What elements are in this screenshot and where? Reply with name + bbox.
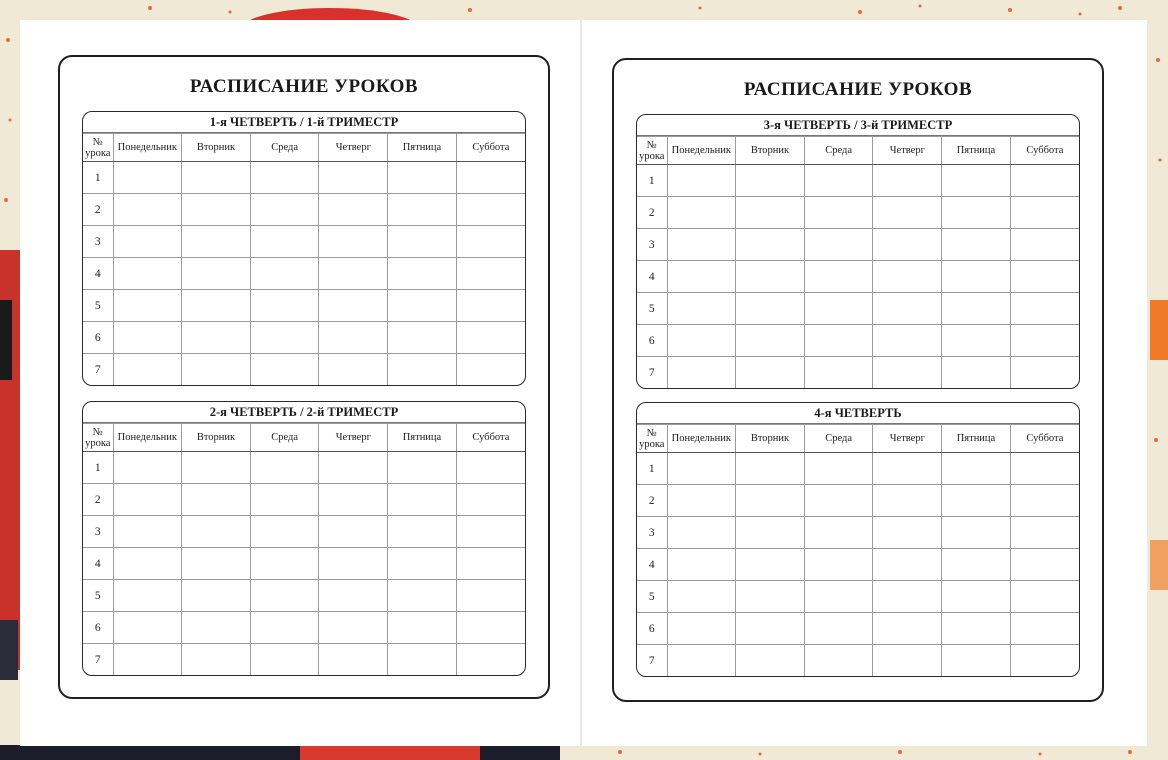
lesson-cell[interactable] [873, 165, 942, 197]
table-row [83, 612, 525, 644]
table-row [637, 325, 1079, 357]
day-header: Вторник [182, 134, 251, 162]
table-row [637, 165, 1079, 197]
lesson-cell[interactable] [113, 322, 182, 354]
lesson-number-header-word: урока [639, 150, 665, 162]
lesson-cell[interactable] [456, 226, 525, 258]
lesson-cell[interactable] [113, 548, 182, 580]
lesson-cell[interactable] [873, 645, 942, 677]
lesson-cell[interactable] [182, 612, 251, 644]
schedule-table [83, 133, 525, 385]
lesson-number: 4 [637, 261, 667, 293]
lesson-cell[interactable] [319, 258, 388, 290]
lesson-cell[interactable] [667, 293, 736, 325]
lesson-number: 5 [637, 293, 667, 325]
lesson-cell[interactable] [942, 485, 1011, 517]
lesson-cell[interactable] [456, 644, 525, 676]
lesson-cell[interactable] [667, 357, 736, 389]
table-row [637, 197, 1079, 229]
day-header: Четверг [873, 425, 942, 453]
lesson-number: 6 [83, 322, 113, 354]
lesson-number-header [637, 425, 667, 453]
lesson-cell[interactable] [456, 322, 525, 354]
lesson-cell[interactable] [804, 357, 873, 389]
lesson-cell[interactable] [113, 612, 182, 644]
table-row [83, 290, 525, 322]
lesson-cell[interactable] [873, 453, 942, 485]
lesson-cell[interactable] [182, 484, 251, 516]
lesson-cell[interactable] [804, 165, 873, 197]
lesson-cell[interactable] [388, 548, 457, 580]
lesson-cell[interactable] [319, 580, 388, 612]
lesson-cell[interactable] [456, 612, 525, 644]
lesson-cell[interactable] [873, 549, 942, 581]
schedule-title: 2-я ЧЕТВЕРТЬ / 2-й ТРИМЕСТР [83, 402, 525, 423]
lesson-cell[interactable] [456, 516, 525, 548]
lesson-number: 2 [83, 194, 113, 226]
table-row [83, 516, 525, 548]
table-row [637, 517, 1079, 549]
table-row [83, 162, 525, 194]
lesson-cell[interactable] [182, 226, 251, 258]
lesson-cell[interactable] [319, 548, 388, 580]
lesson-cell[interactable] [942, 325, 1011, 357]
lesson-cell[interactable] [1010, 517, 1079, 549]
lesson-cell[interactable] [667, 517, 736, 549]
lesson-cell[interactable] [873, 261, 942, 293]
lesson-cell[interactable] [250, 290, 319, 322]
lesson-cell[interactable] [113, 258, 182, 290]
lesson-cell[interactable] [250, 644, 319, 676]
lesson-cell[interactable] [250, 484, 319, 516]
lesson-cell[interactable] [319, 322, 388, 354]
lesson-cell[interactable] [319, 612, 388, 644]
lesson-cell[interactable] [250, 322, 319, 354]
lesson-cell[interactable] [942, 197, 1011, 229]
lesson-cell[interactable] [667, 485, 736, 517]
lesson-cell[interactable] [804, 581, 873, 613]
lesson-cell[interactable] [1010, 325, 1079, 357]
header-row [83, 424, 525, 452]
lesson-cell[interactable] [250, 194, 319, 226]
lesson-cell[interactable] [182, 580, 251, 612]
lesson-cell[interactable] [319, 452, 388, 484]
lesson-number: 2 [637, 197, 667, 229]
left-schedule-frame [58, 55, 550, 699]
table-row [637, 645, 1079, 677]
lesson-cell[interactable] [250, 162, 319, 194]
schedule-title: 4-я ЧЕТВЕРТЬ [637, 403, 1079, 424]
lesson-cell[interactable] [319, 516, 388, 548]
day-header: Понедельник [667, 137, 736, 165]
page-gutter [580, 20, 582, 746]
lesson-cell[interactable] [456, 354, 525, 386]
lesson-cell[interactable] [804, 549, 873, 581]
lesson-cell[interactable] [804, 645, 873, 677]
lesson-number: 3 [637, 517, 667, 549]
lesson-number: 5 [83, 290, 113, 322]
lesson-cell[interactable] [942, 357, 1011, 389]
lesson-number: 7 [637, 645, 667, 677]
lesson-cell[interactable] [667, 613, 736, 645]
lesson-cell[interactable] [1010, 645, 1079, 677]
lesson-number: 3 [83, 226, 113, 258]
lesson-cell[interactable] [736, 645, 805, 677]
lesson-number: 7 [637, 357, 667, 389]
right-schedule-frame [612, 58, 1104, 702]
lesson-cell[interactable] [250, 516, 319, 548]
lesson-cell[interactable] [736, 229, 805, 261]
day-header: Вторник [182, 424, 251, 452]
schedule-quarter-4 [636, 402, 1080, 677]
lesson-cell[interactable] [1010, 613, 1079, 645]
lesson-cell[interactable] [736, 581, 805, 613]
lesson-cell[interactable] [388, 354, 457, 386]
lesson-cell[interactable] [456, 162, 525, 194]
schedule-quarter-1 [82, 111, 526, 386]
lesson-cell[interactable] [736, 165, 805, 197]
day-header: Понедельник [113, 134, 182, 162]
day-header: Пятница [388, 134, 457, 162]
lesson-cell[interactable] [1010, 197, 1079, 229]
lesson-cell[interactable] [319, 162, 388, 194]
lesson-cell[interactable] [388, 226, 457, 258]
header-row [83, 134, 525, 162]
day-header: Суббота [456, 134, 525, 162]
day-header: Пятница [942, 137, 1011, 165]
schedule-table [83, 423, 525, 675]
lesson-number: 1 [637, 165, 667, 197]
lesson-cell[interactable] [456, 452, 525, 484]
lesson-number-header-symbol: № [92, 426, 103, 438]
lesson-cell[interactable] [388, 484, 457, 516]
schedule-table [637, 136, 1079, 388]
lesson-number-header-word: урока [639, 438, 665, 450]
lesson-number: 3 [637, 229, 667, 261]
lesson-number: 1 [83, 452, 113, 484]
lesson-cell[interactable] [667, 549, 736, 581]
day-header: Пятница [942, 425, 1011, 453]
lesson-cell[interactable] [667, 325, 736, 357]
day-header: Суббота [1010, 137, 1079, 165]
lesson-cell[interactable] [873, 485, 942, 517]
lesson-number-header [83, 424, 113, 452]
day-header: Среда [804, 137, 873, 165]
table-row [637, 581, 1079, 613]
lesson-cell[interactable] [182, 452, 251, 484]
table-row [637, 549, 1079, 581]
table-row [637, 485, 1079, 517]
lesson-cell[interactable] [1010, 229, 1079, 261]
lesson-number: 7 [83, 644, 113, 676]
lesson-cell[interactable] [873, 357, 942, 389]
lesson-cell[interactable] [250, 612, 319, 644]
lesson-cell[interactable] [250, 354, 319, 386]
lesson-cell[interactable] [667, 581, 736, 613]
lesson-cell[interactable] [250, 226, 319, 258]
lesson-cell[interactable] [388, 644, 457, 676]
lesson-number: 1 [637, 453, 667, 485]
lesson-cell[interactable] [388, 322, 457, 354]
lesson-cell[interactable] [388, 612, 457, 644]
day-header: Четверг [873, 137, 942, 165]
schedule-title: 1-я ЧЕТВЕРТЬ / 1-й ТРИМЕСТР [83, 112, 525, 133]
lesson-number-header-word: урока [85, 147, 111, 159]
lesson-cell[interactable] [456, 580, 525, 612]
lesson-cell[interactable] [736, 453, 805, 485]
lesson-number-header-symbol: № [92, 136, 103, 148]
lesson-cell[interactable] [182, 258, 251, 290]
table-row [637, 261, 1079, 293]
lesson-cell[interactable] [942, 517, 1011, 549]
table-row [637, 453, 1079, 485]
table-row [83, 322, 525, 354]
day-header: Четверг [319, 424, 388, 452]
lesson-cell[interactable] [942, 613, 1011, 645]
lesson-cell[interactable] [873, 581, 942, 613]
lesson-cell[interactable] [319, 194, 388, 226]
lesson-cell[interactable] [182, 290, 251, 322]
lesson-cell[interactable] [388, 516, 457, 548]
lesson-number: 4 [83, 258, 113, 290]
lesson-cell[interactable] [1010, 581, 1079, 613]
schedule-title: 3-я ЧЕТВЕРТЬ / 3-й ТРИМЕСТР [637, 115, 1079, 136]
lesson-cell[interactable] [388, 258, 457, 290]
table-row [83, 644, 525, 676]
lesson-cell[interactable] [804, 485, 873, 517]
table-row [83, 258, 525, 290]
lesson-cell[interactable] [456, 258, 525, 290]
day-header: Пятница [388, 424, 457, 452]
header-row [637, 425, 1079, 453]
lesson-number: 2 [83, 484, 113, 516]
table-row [83, 580, 525, 612]
lesson-cell[interactable] [113, 452, 182, 484]
page-title: РАСПИСАНИЕ УРОКОВ [743, 79, 973, 100]
lesson-cell[interactable] [113, 484, 182, 516]
lesson-cell[interactable] [113, 580, 182, 612]
table-row [637, 357, 1079, 389]
lesson-cell[interactable] [388, 194, 457, 226]
lesson-cell[interactable] [1010, 357, 1079, 389]
header-row [637, 137, 1079, 165]
lesson-cell[interactable] [942, 645, 1011, 677]
lesson-cell[interactable] [250, 452, 319, 484]
lesson-cell[interactable] [736, 549, 805, 581]
lesson-cell[interactable] [942, 581, 1011, 613]
day-header: Понедельник [667, 425, 736, 453]
lesson-cell[interactable] [388, 290, 457, 322]
table-row [637, 229, 1079, 261]
lesson-cell[interactable] [942, 229, 1011, 261]
lesson-cell[interactable] [942, 549, 1011, 581]
lesson-cell[interactable] [736, 517, 805, 549]
day-header: Вторник [736, 425, 805, 453]
lesson-cell[interactable] [804, 613, 873, 645]
lesson-cell[interactable] [736, 325, 805, 357]
lesson-number: 4 [637, 549, 667, 581]
lesson-cell[interactable] [667, 197, 736, 229]
lesson-number-header-word: урока [85, 437, 111, 449]
lesson-cell[interactable] [456, 194, 525, 226]
schedule-table [637, 424, 1079, 676]
lesson-cell[interactable] [182, 354, 251, 386]
lesson-cell[interactable] [113, 290, 182, 322]
lesson-cell[interactable] [736, 293, 805, 325]
lesson-cell[interactable] [1010, 293, 1079, 325]
lesson-cell[interactable] [873, 197, 942, 229]
lesson-number-header [83, 134, 113, 162]
lesson-cell[interactable] [319, 290, 388, 322]
page-title: РАСПИСАНИЕ УРОКОВ [189, 76, 419, 97]
lesson-number-header-symbol: № [646, 139, 657, 151]
lesson-cell[interactable] [873, 325, 942, 357]
lesson-cell[interactable] [804, 261, 873, 293]
lesson-cell[interactable] [250, 580, 319, 612]
day-header: Суббота [1010, 425, 1079, 453]
lesson-cell[interactable] [942, 165, 1011, 197]
lesson-number: 6 [637, 613, 667, 645]
lesson-cell[interactable] [804, 293, 873, 325]
lesson-cell[interactable] [319, 484, 388, 516]
lesson-number: 2 [637, 485, 667, 517]
day-header: Среда [804, 425, 873, 453]
table-row [83, 226, 525, 258]
lesson-number: 3 [83, 516, 113, 548]
lesson-cell[interactable] [250, 258, 319, 290]
lesson-cell[interactable] [942, 293, 1011, 325]
lesson-cell[interactable] [804, 453, 873, 485]
lesson-cell[interactable] [873, 517, 942, 549]
table-row [83, 484, 525, 516]
lesson-cell[interactable] [667, 453, 736, 485]
lesson-number: 6 [637, 325, 667, 357]
lesson-number: 6 [83, 612, 113, 644]
lesson-cell[interactable] [1010, 453, 1079, 485]
lesson-cell[interactable] [113, 516, 182, 548]
lesson-number: 5 [83, 580, 113, 612]
schedule-quarter-2 [82, 401, 526, 676]
lesson-cell[interactable] [873, 613, 942, 645]
lesson-cell[interactable] [736, 613, 805, 645]
lesson-cell[interactable] [1010, 165, 1079, 197]
lesson-cell[interactable] [736, 197, 805, 229]
lesson-cell[interactable] [804, 197, 873, 229]
lesson-cell[interactable] [667, 261, 736, 293]
table-row [83, 354, 525, 386]
table-row [83, 194, 525, 226]
lesson-cell[interactable] [388, 162, 457, 194]
lesson-cell[interactable] [736, 261, 805, 293]
lesson-cell[interactable] [456, 548, 525, 580]
lesson-cell[interactable] [182, 548, 251, 580]
lesson-cell[interactable] [456, 484, 525, 516]
lesson-cell[interactable] [804, 325, 873, 357]
lesson-cell[interactable] [804, 517, 873, 549]
lesson-cell[interactable] [873, 293, 942, 325]
lesson-cell[interactable] [182, 162, 251, 194]
day-header: Четверг [319, 134, 388, 162]
table-row [637, 293, 1079, 325]
lesson-cell[interactable] [113, 354, 182, 386]
lesson-cell[interactable] [319, 354, 388, 386]
lesson-cell[interactable] [182, 644, 251, 676]
table-row [637, 613, 1079, 645]
lesson-cell[interactable] [182, 516, 251, 548]
lesson-cell[interactable] [667, 645, 736, 677]
lesson-cell[interactable] [873, 229, 942, 261]
day-header: Понедельник [113, 424, 182, 452]
lesson-cell[interactable] [804, 229, 873, 261]
lesson-cell[interactable] [736, 357, 805, 389]
lesson-cell[interactable] [113, 162, 182, 194]
lesson-cell[interactable] [113, 226, 182, 258]
lesson-cell[interactable] [319, 644, 388, 676]
lesson-cell[interactable] [182, 322, 251, 354]
lesson-cell[interactable] [942, 453, 1011, 485]
lesson-number: 7 [83, 354, 113, 386]
lesson-cell[interactable] [182, 194, 251, 226]
lesson-cell[interactable] [319, 226, 388, 258]
lesson-cell[interactable] [250, 548, 319, 580]
lesson-cell[interactable] [942, 261, 1011, 293]
lesson-cell[interactable] [113, 194, 182, 226]
table-row [83, 452, 525, 484]
day-header: Суббота [456, 424, 525, 452]
lesson-cell[interactable] [736, 485, 805, 517]
lesson-number: 4 [83, 548, 113, 580]
lesson-cell[interactable] [667, 229, 736, 261]
lesson-cell[interactable] [113, 644, 182, 676]
day-header: Среда [250, 134, 319, 162]
lesson-cell[interactable] [388, 452, 457, 484]
lesson-cell[interactable] [1010, 485, 1079, 517]
lesson-number: 1 [83, 162, 113, 194]
lesson-cell[interactable] [667, 165, 736, 197]
lesson-number: 5 [637, 581, 667, 613]
schedule-quarter-3 [636, 114, 1080, 389]
lesson-cell[interactable] [1010, 549, 1079, 581]
lesson-cell[interactable] [388, 580, 457, 612]
lesson-number-header [637, 137, 667, 165]
lesson-cell[interactable] [1010, 261, 1079, 293]
day-header: Вторник [736, 137, 805, 165]
lesson-cell[interactable] [456, 290, 525, 322]
table-row [83, 548, 525, 580]
lesson-number-header-symbol: № [646, 427, 657, 439]
day-header: Среда [250, 424, 319, 452]
